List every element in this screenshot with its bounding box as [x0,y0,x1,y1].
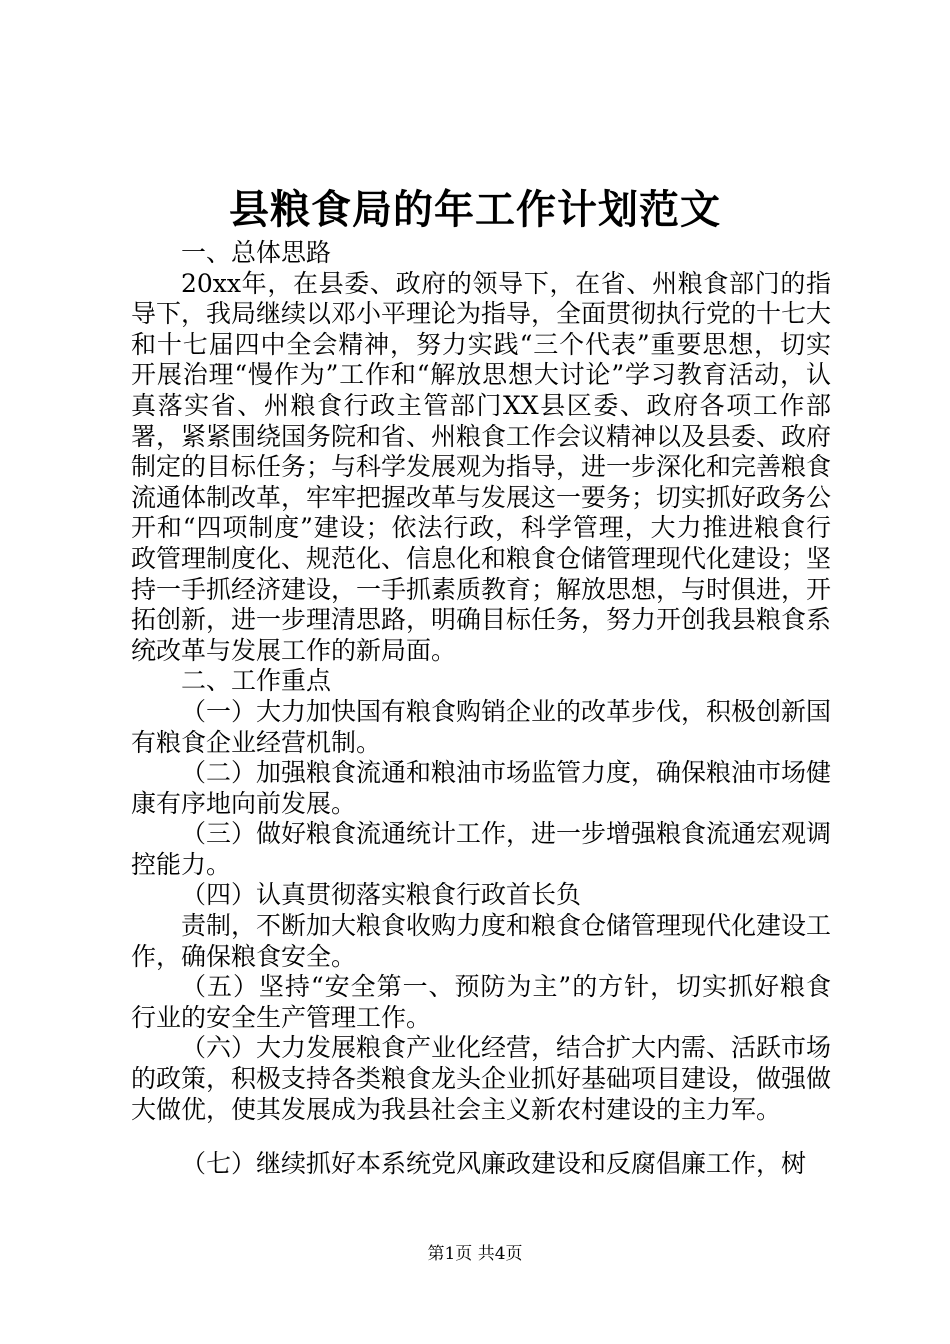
document-title: 县粮食局的年工作计划范文 [229,186,721,233]
priority-item-3: （三）做好粮食流通统计工作，进一步增强粮食流通宏观调控能力。 [131,819,832,879]
priority-item-4: （四）认真贯彻落实粮食行政首长负 [181,880,582,910]
priority-item-6: （六）大力发展粮食产业化经营，结合扩大内需、活跃市场的政策，积极支持各类粮食龙头企业抓好基础项目建设，做强做大做优，使其发展成为我县社会主义新农村建设的主力军。 [131,1033,832,1124]
priority-item-5: （五）坚持“安全第一、预防为主”的方针，切实抓好粮食行业的安全生产管理工作。 [131,972,831,1032]
document-body [131,238,831,1180]
paragraph-gap [131,1125,831,1149]
overview-paragraph: 20xx年，在县委、政府的领导下，在省、州粮食部门的指导下，我局继续以邓小平理论为指导，全面贯彻执行党的十七大和十七届四中全会精神，努力实践“三个代表”重要思想，切实开展治理“慢作为”工作和“解放思想大讨论”学习教育活动，认真落实省、州粮食行政主管部门XX县区委、政府各项工作部署，紧紧围绕国务院和省、州粮食工作会议精神以及县委、政府制定的目标任务；与科学发展观为指导，进一步深化和完善粮食流通体制改革，牢牢把握改革与发展这一要务；切实抓好政务公开和“四项制度”建设；依法行政，科学管理，大力推进粮食行政管理制度化、规范化、信息化和粮食仓储管理现代化建设；坚持一手抓经济建设，一手抓素质教育；解放思想，与时俱进，开拓创新，进一步理清思路，明确目标任务，努力开创我县粮食系统改革与发展工作的新局面。 [131,268,832,665]
priority-item-2: （二）加强粮食流通和粮油市场监管力度，确保粮油市场健康有序地向前发展。 [131,758,832,818]
priority-item-1: （一）大力加快国有粮食购销企业的改革步伐，积极创新国有粮食企业经营机制。 [131,696,832,757]
section-heading-overview: 一、总体思路 [181,238,332,267]
priority-item-7: （七）继续抓好本系统党风廉政建设和反腐倡廉工作，树 [181,1149,807,1179]
page-number: 第1页 共4页 [427,1244,523,1264]
priority-item-4-continued: 责制，不断加大粮食收购力度和粮食仓储管理现代化建设工作，确保粮食安全。 [131,911,832,971]
section-heading-priorities: 二、工作重点 [181,666,332,696]
